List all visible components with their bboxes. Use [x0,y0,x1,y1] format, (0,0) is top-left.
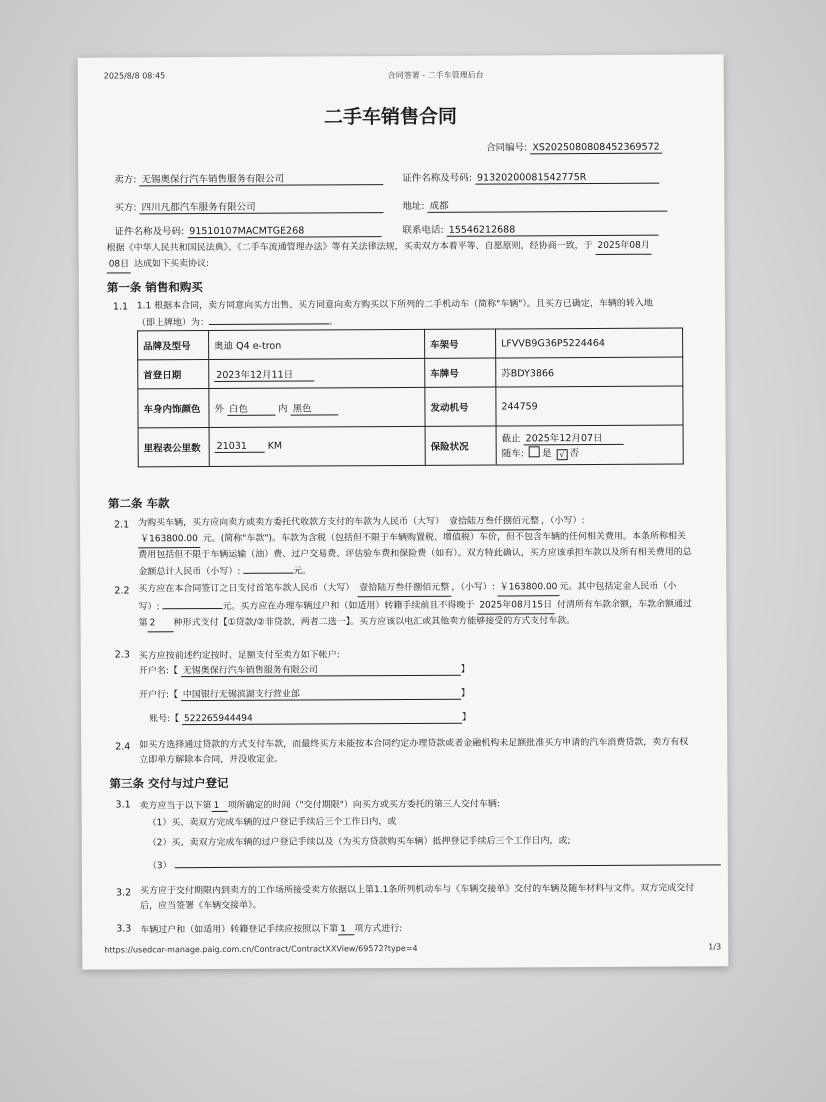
vin-label: 车架号 [425,329,496,358]
delivery-option-1: （1）买、卖双方完成车辆的过户登记手续后三个工作日内，或 [147,817,397,829]
first-payment-in-words: 壹拾陆万叁仟捌佰元整 [357,581,451,597]
clause-2-2-text-c: 元。其中包括定金人民币（小写）: [138,581,677,613]
exterior-prefix: 外 [214,403,225,415]
preamble-text: 根据《中华人民共和国民法典》、《二手车流通管理办法》等有关法律法规，买卖双方本着平等、自愿原则，经协商一致，于 [106,241,593,254]
brand-label: 品牌及型号 [138,331,209,360]
clause-2-2-text-f: 种形式支付【①贷款/②非贷款，两者二选一】。买方应该以电汇或其他卖方能够接受的方式支付车款。 [173,616,576,629]
clause-1-1-text: 1.1 根据本合同，卖方同意向买方出售、买方同意向卖方购买以下所列的二手机动车（简称"车辆"）。且买方已确定，车辆的转入地 [136,298,653,312]
buyer-id-label: 证件名称及号码: [114,226,185,238]
print-datetime: 2025/8/8 08:45 [103,71,166,81]
print-page-title: 合同签署 - 二手车管理后台 [387,70,484,81]
clause-2-2-text-a: 买方应在本合同签订之日支付首笔车款人民币（大写） [138,583,355,595]
clause-3-1-text-b: 项所确定的时间（"交付期限"）向买方或买方委托的第三人交付车辆: [227,799,500,811]
clause-2-3-num: 2.3 [114,649,130,661]
address: 成都 [428,197,668,213]
vin-value: LFVVB9G36P5224464 [496,328,683,358]
insurance-cell [496,425,683,465]
address-row [402,197,667,213]
phone-row [402,221,658,237]
table-row [138,328,683,360]
deposit-blank [162,598,222,609]
section-2-heading: 第二条 车款 [107,496,170,511]
first-payment-in-figures: ￥163800.00 [498,580,560,596]
account-name: 无锡奥保行汽车销售服务有限公司 [181,662,461,677]
account-bank: 中国银行无锡滨湖支行营业部 [181,686,461,701]
contract-no: XS2025080808452369572 [530,142,662,155]
clause-3-3 [140,921,402,936]
delivery-option-3-label: （3） [147,861,172,872]
clause-2-2-text-d: 元。买方应在办理车辆过户和（如适用）转籍手续前且不得晚于 [222,600,475,612]
insurance-until: 2025年12月07日 [524,430,624,446]
buyer-row [114,198,383,214]
account-no-label: 账号:【 [149,714,180,725]
section-1-heading: 第一条 销售和购买 [106,280,203,295]
clause-2-2-text-e: 付清所有车款余额，车款余额通过第 [138,599,693,629]
payment-method-choice: 2 [148,616,174,632]
clause-2-1-text-a: 为购买车辆，买方应向卖方或卖方委托代收款方支付的车款为人民币（大写） [138,516,445,529]
reg-date-label: 首登日期 [138,360,209,389]
clause-3-3-num: 3.3 [116,923,132,935]
seller-label: 卖方: [114,174,137,186]
clause-2-2-num: 2.2 [114,585,130,597]
clause-2-4-text: 如买方选择通过贷款的方式支付车款，而最终买方未能按本合同约定办理贷款或者金融机构未足额批准买方申请的汽车消费贷款，卖方有权立即单方解除本合同，并没收定金。 [139,737,689,766]
account-no-row [149,710,471,726]
seller-row [114,170,383,186]
clause-3-3-text-a: 车辆过户和（如适用）转籍登记手续应按照以下第 [140,924,339,936]
total-amount-blank [243,563,293,574]
price-in-words: 壹拾陆万叁仟捌佰元整 [447,514,541,530]
engine-label: 发动机号 [425,387,496,426]
clause-3-1-text-a: 卖方应当于以下第 [139,801,212,812]
clause-3-3-text-b: 项方式进行: [354,924,403,935]
account-no: 522265944494 [182,713,462,725]
clause-2-1-num: 2.1 [114,519,130,531]
clause-2-2-text-b: ，（小写）: [451,582,495,593]
clause-2-1-text-d: 元。 [293,566,312,577]
preamble [107,238,697,273]
preamble-date: 2025年08月 [595,239,651,255]
transfer-option-choice: 1 [338,924,354,935]
reg-date-cell [209,358,425,388]
clause-2-3-text: 买方应按前述约定按时、足额支付至卖方如下帐户: [138,650,340,662]
clause-1-1-text-2: （即上牌地）为： [136,318,210,329]
registration-place-blank [209,313,329,325]
account-name-row [139,662,470,678]
account-bank-row [139,686,470,702]
contract-no-label: 合同编号: [486,142,528,154]
clause-2-2 [138,579,694,632]
clause-1-1 [137,296,693,331]
brand-value: 奥迪 Q4 e-tron [209,329,425,359]
seller-id-label: 证件名称及号码: [402,172,472,184]
preamble-day: 08日 [107,257,132,273]
insurance-label: 保险状况 [425,426,496,465]
bracket-close: 】 [460,664,470,675]
footer-url: https://usedcar-manage.paig.com.cn/Contract/ContractXXView/69572?type=4 [104,943,418,955]
phone: 15546212688 [447,224,659,237]
seller-id: 91320200081542775R [475,172,659,185]
buyer-name: 四川凡都汽车服务有限公司 [140,198,384,214]
yes-label: 是 [541,448,552,460]
buyer-label: 买方: [114,202,137,214]
contract-page [78,54,729,969]
interior-color: 黑色 [291,400,339,415]
phone-label: 联系电话: [402,224,444,236]
color-cell [209,387,425,427]
delivery-option-2: （2）买、卖双方完成车辆的过户登记手续以及（为买方贷款购买车辆）抵押登记手续后三个工作日内，或; [147,836,571,849]
page-number: 1/3 [708,942,722,952]
delivery-option-choice: 1 [212,801,228,812]
vehicle-info-table [137,328,684,468]
buyer-id-row [114,222,381,238]
contract-title: 二手车销售合同 [323,105,458,129]
mileage-value: 21031 [215,441,265,453]
clause-1-1-num: 1.1 [112,301,129,313]
clause-3-1 [139,796,499,812]
contract-no-row [486,139,662,155]
clause-1-1-end: 。 [328,317,339,328]
delivery-option-3 [148,854,721,871]
account-bank-label: 开户行:【 [138,690,179,701]
mileage-unit: KM [267,440,283,452]
seller-name: 无锡奥保行汽车销售服务有限公司 [139,170,383,186]
address-label: 地址: [402,200,425,212]
no-label: 否 [569,448,580,460]
preamble-end: 达成如下买卖协议: [134,259,210,270]
clause-2-4-num: 2.4 [115,741,131,753]
table-row [138,386,683,428]
mileage-label: 里程表公里数 [138,428,209,467]
color-label: 车身内饰颜色 [138,389,209,428]
plate-value: 苏BDY3866 [496,357,683,387]
clause-2-1 [138,513,694,580]
clause-3-1-num: 3.1 [115,799,131,811]
mileage-cell [209,426,425,466]
bracket-close: 】 [461,712,472,723]
account-name-label: 开户名:【 [138,666,178,677]
checkbox-yes [529,446,540,457]
plate-label: 车牌号 [425,358,496,387]
engine-value: 244759 [496,386,683,426]
table-row [138,357,683,389]
buyer-id: 91510107MACMTGE268 [187,225,381,238]
balance-due-date: 2025年08月15日 [477,598,554,614]
clause-3-2-num: 3.2 [115,887,132,899]
table-row [138,425,683,467]
interior-prefix: 内 [278,403,288,415]
clause-2-1-text-c: 元。(简称"车款")。车款为含税（包括但不限于车辆购置税、增值税）车价，但不包含车辆的任何相关费用。本条所称相关费用包括但不限于车辆运输（油）费、过户交易费、评估验车费和保险费（如有）。双方特此确认，买方应该承担车款以及所有相关费用的总金额总计人民币（小写）: [138,531,692,578]
delivery-option-3-blank [174,854,720,868]
price-in-figures: ￥163800.00 [138,532,200,548]
exterior-color: 白色 [227,400,275,415]
reg-date-value: 2023年12月11日 [214,366,314,382]
seller-id-row [402,169,659,185]
insurance-until-prefix: 截止 [501,433,521,445]
insurance-with-label: 随车: [501,448,524,460]
clause-3-2-text: 买方应于交付期限内到卖方的工作场所接受卖方依据以上第1.1条所列机动车与《车辆交接单》交付的车辆及随车材料与文件。双方完成交付后，应当签署《车辆交接单》。 [139,883,695,912]
section-3-heading: 第三条 交付与过户登记 [109,775,229,791]
clause-2-1-text-b: ，（小写）: [540,516,585,527]
checkbox-no: √ [556,449,567,460]
bracket-close: 】 [460,688,470,699]
